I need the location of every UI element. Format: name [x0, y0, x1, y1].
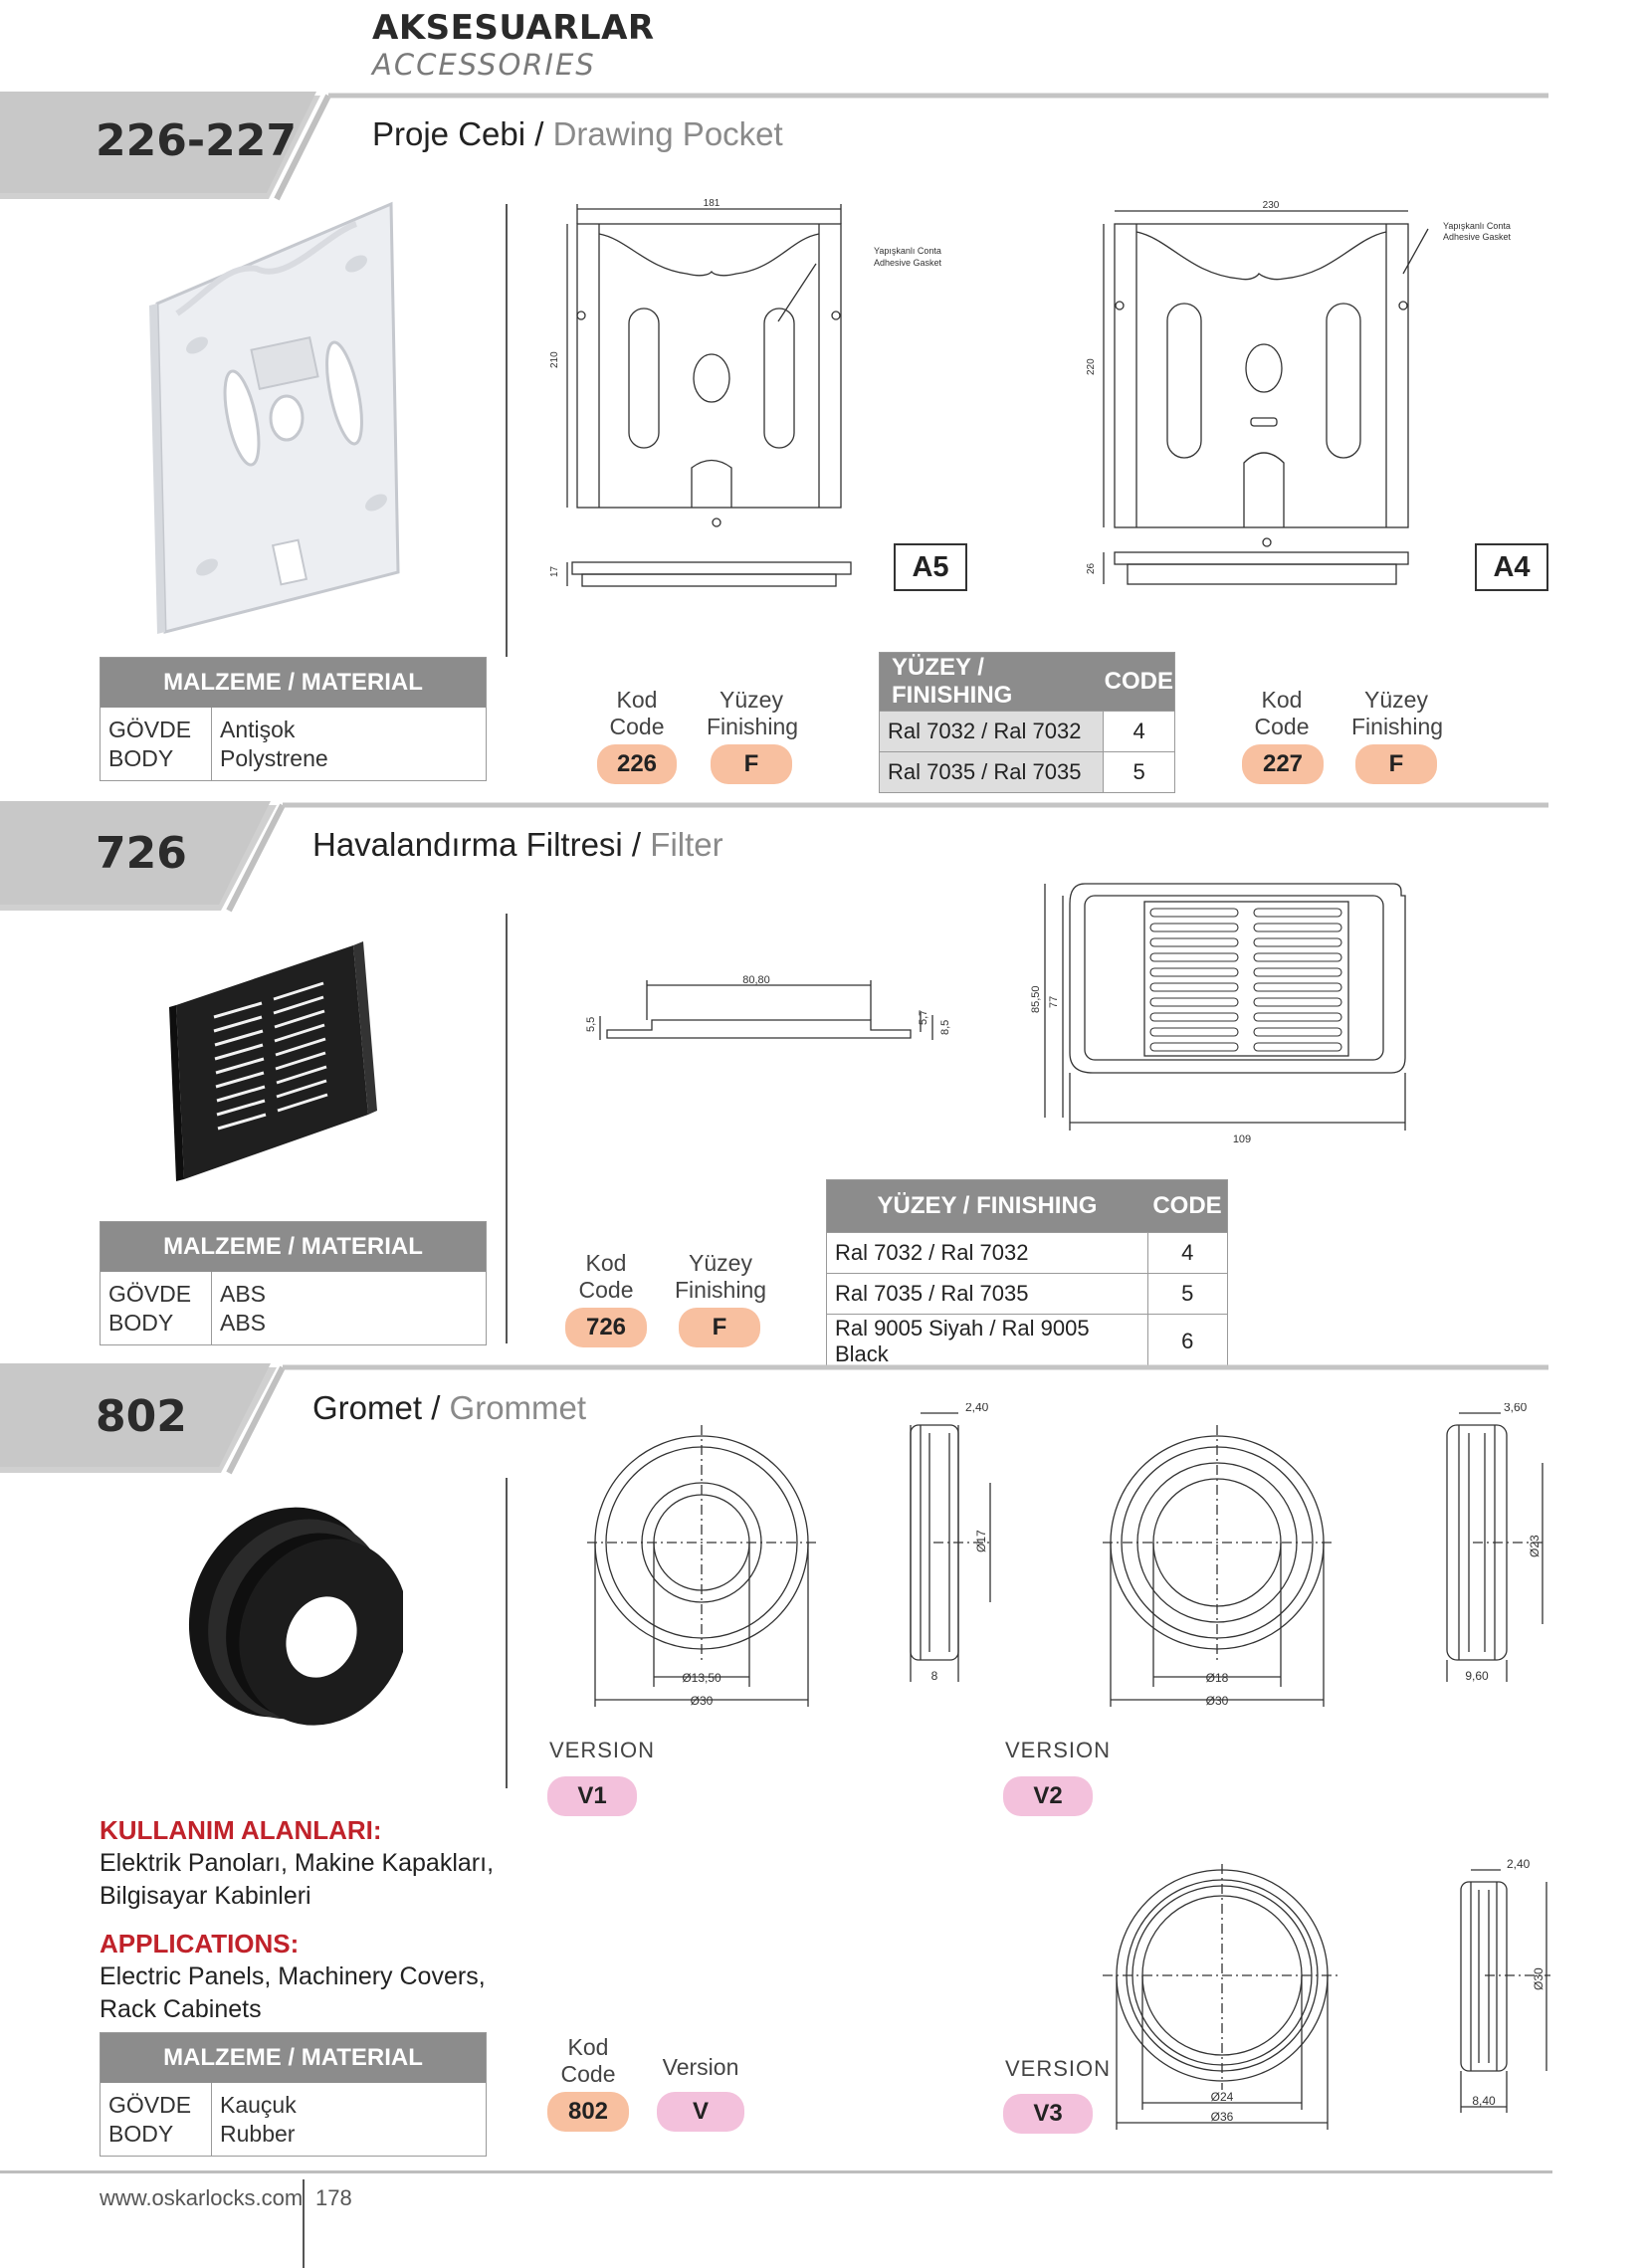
- svg-text:Ø30: Ø30: [1205, 1694, 1229, 1708]
- svg-text:2,40: 2,40: [1507, 1857, 1531, 1871]
- svg-text:80,80: 80,80: [742, 974, 770, 986]
- table-row: Ral 7035 / Ral 7035 5: [880, 752, 1175, 793]
- page-title: AKSESUARLAR: [372, 8, 655, 48]
- version-field-label: Version: [662, 2054, 739, 2080]
- section-number: 802: [96, 1391, 187, 1442]
- material-header: MALZEME / MATERIAL: [101, 658, 486, 708]
- material-part: GÖVDE BODY: [101, 2083, 212, 2156]
- svg-text:109: 109: [1232, 1134, 1252, 1145]
- a4-technical-drawing: [1080, 194, 1538, 592]
- svg-text:Ø23: Ø23: [1528, 1535, 1542, 1557]
- code-badge-227: 227: [1242, 744, 1324, 784]
- table-row: Ral 7032 / Ral 7032 4: [880, 712, 1175, 752]
- material-table: [100, 1221, 487, 1345]
- svg-text:5,5: 5,5: [585, 1016, 597, 1032]
- svg-text:26: 26: [1086, 562, 1097, 574]
- svg-text:8,5: 8,5: [939, 1019, 951, 1035]
- a5-technical-drawing: [537, 194, 975, 592]
- footer-rule: [0, 2170, 1552, 2173]
- filter-front-drawing: [1025, 874, 1423, 1152]
- finishing-label: Yüzey Finishing: [1351, 687, 1444, 739]
- divider: [506, 914, 508, 1343]
- finishing-label: Yüzey Finishing: [675, 1250, 767, 1303]
- footer-divider: [303, 2179, 305, 2268]
- filter-image: [164, 935, 378, 1184]
- svg-text:Yapışkanlı Conta: Yapışkanlı Conta: [1443, 221, 1511, 231]
- svg-text:220: 220: [1086, 358, 1097, 375]
- grommet-v1-drawing: [587, 1403, 1015, 1722]
- material-header: MALZEME / MATERIAL: [101, 1222, 486, 1272]
- version-label: VERSION: [549, 1738, 656, 1762]
- version-label: VERSION: [1005, 2056, 1112, 2081]
- version-badge-v1: V1: [547, 1776, 637, 1816]
- finish-badge: F: [1355, 744, 1437, 784]
- finish-badge: F: [711, 744, 792, 784]
- svg-text:Ø24: Ø24: [1210, 2090, 1234, 2104]
- material-part: GÖVDE BODY: [101, 1272, 212, 1344]
- filter-side-drawing: [572, 970, 980, 1070]
- svg-text:Ø17: Ø17: [974, 1530, 988, 1552]
- table-row: Ral 7032 / Ral 7032 4: [827, 1233, 1228, 1274]
- svg-text:Adhesive Gasket: Adhesive Gasket: [874, 258, 942, 268]
- section-number: 726: [96, 828, 187, 879]
- material-part: GÖVDE BODY: [101, 708, 212, 780]
- a4-size-label: A4: [1475, 543, 1548, 591]
- finish-badge: F: [679, 1308, 760, 1347]
- material-table: [100, 657, 487, 781]
- svg-text:2,40: 2,40: [965, 1403, 989, 1414]
- table-row: Ral 7035 / Ral 7035 5: [827, 1274, 1228, 1315]
- page-subtitle: ACCESSORIES: [372, 48, 596, 82]
- version-badge-v2: V2: [1003, 1776, 1093, 1816]
- divider: [506, 204, 508, 657]
- section-title: Proje Cebi / Drawing Pocket: [372, 115, 783, 152]
- code-badge-802: 802: [547, 2092, 629, 2132]
- svg-text:Ø30: Ø30: [690, 1694, 714, 1708]
- svg-text:210: 210: [549, 351, 560, 368]
- svg-text:Ø30: Ø30: [1532, 1967, 1545, 1990]
- code-label: Kod Code: [609, 687, 665, 739]
- drawing-pocket-image: [127, 194, 416, 642]
- code-badge-726: 726: [565, 1308, 647, 1347]
- grommet-v2-drawing: [1103, 1403, 1560, 1722]
- grommet-image: [174, 1498, 403, 1732]
- divider: [506, 1478, 508, 1788]
- version-badge: V: [657, 2092, 744, 2132]
- code-label: Kod Code: [578, 1250, 634, 1303]
- svg-text:17: 17: [549, 565, 560, 577]
- material-value: ABS ABS: [220, 1281, 267, 1336]
- usage-title-en: APPLICATIONS:: [100, 1929, 300, 1959]
- usage-en-line2: Rack Cabinets: [100, 1995, 262, 2023]
- usage-title-tr: KULLANIM ALANLARI:: [100, 1815, 382, 1845]
- svg-text:230: 230: [1262, 200, 1280, 211]
- finishing-table: YÜZEY / FINISHING CODE Ral 7032 / Ral 7032 4 Ral 7035 / Ral 7035 5 Ral 9005 Siyah / Ral 9005 Black 6: [826, 1179, 1228, 1369]
- usage-tr-line1: Elektrik Panoları, Makine Kapakları,: [100, 1849, 495, 1877]
- svg-text:Adhesive Gasket: Adhesive Gasket: [1443, 232, 1512, 242]
- code-badge-226: 226: [597, 744, 677, 784]
- page-number: 178: [315, 2185, 352, 2210]
- footer-website[interactable]: www.oskarlocks.com: [100, 2185, 304, 2210]
- svg-text:85,50: 85,50: [1030, 985, 1042, 1013]
- code-label: Kod Code: [1254, 687, 1310, 739]
- svg-text:5,7: 5,7: [918, 1009, 929, 1025]
- usage-tr-line2: Bilgisayar Kabinleri: [100, 1882, 311, 1910]
- table-row: Ral 9005 Siyah / Ral 9005 Black 6: [827, 1315, 1228, 1369]
- svg-text:Ø36: Ø36: [1210, 2110, 1234, 2124]
- svg-text:3,60: 3,60: [1504, 1403, 1528, 1414]
- code-label: Kod Code: [560, 2034, 616, 2087]
- svg-text:8,40: 8,40: [1472, 2094, 1496, 2108]
- material-value: Kauçuk Rubber: [220, 2092, 297, 2147]
- svg-text:77: 77: [1048, 995, 1060, 1008]
- material-table: [100, 2032, 487, 2157]
- section-title: Gromet / Grommet: [312, 1389, 587, 1426]
- svg-text:9,60: 9,60: [1465, 1669, 1489, 1683]
- usage-en-line1: Electric Panels, Machinery Covers,: [100, 1962, 486, 1990]
- material-header: MALZEME / MATERIAL: [101, 2033, 486, 2083]
- svg-text:181: 181: [703, 198, 720, 209]
- svg-text:Yapışkanlı Conta: Yapışkanlı Conta: [874, 246, 941, 256]
- svg-text:8: 8: [930, 1669, 938, 1683]
- finishing-label: Yüzey Finishing: [707, 687, 799, 739]
- svg-text:Ø18: Ø18: [1205, 1671, 1229, 1685]
- svg-text:Ø13,50: Ø13,50: [682, 1671, 721, 1685]
- material-value: Antişok Polystrene: [220, 717, 328, 771]
- version-label: VERSION: [1005, 1738, 1112, 1762]
- grommet-v3-drawing: [1103, 1846, 1560, 2145]
- version-badge-v3: V3: [1003, 2094, 1093, 2134]
- a5-size-label: A5: [894, 543, 967, 591]
- section-title: Havalandırma Filtresi / Filter: [312, 826, 723, 863]
- finishing-table: YÜZEY / FINISHING CODE Ral 7032 / Ral 7032 4 Ral 7035 / Ral 7035 5: [879, 652, 1175, 793]
- section-number: 226-227: [96, 115, 297, 166]
